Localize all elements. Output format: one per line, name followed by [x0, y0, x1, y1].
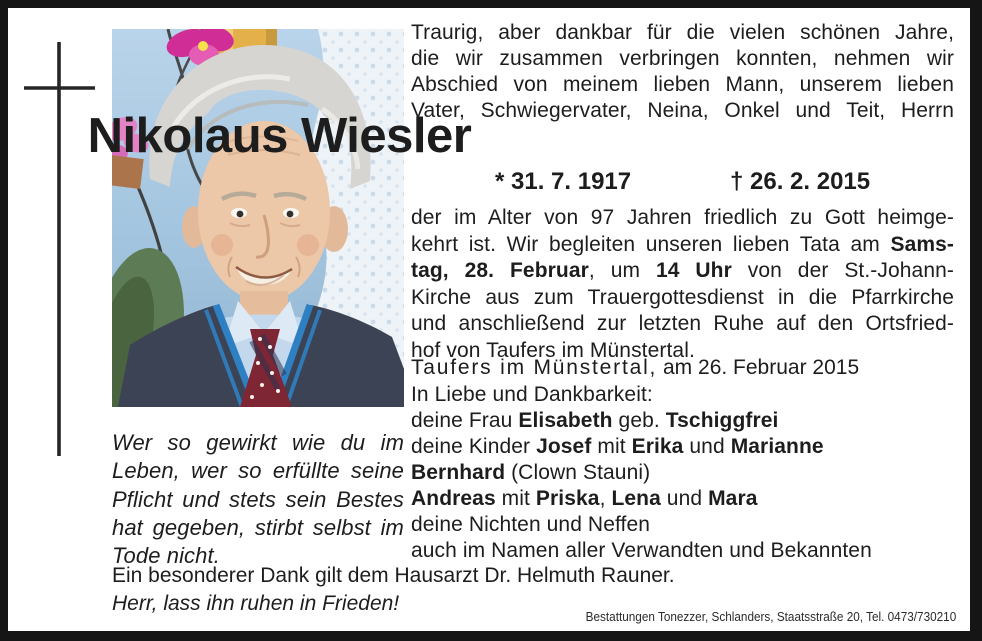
intro-line: Abschied von meinem lieben Mann, unserem lieben — [411, 73, 954, 96]
announcement-line: und anschließend zur letzten Ruhe auf den Ortsfried- — [411, 312, 954, 335]
mourner-line: deine Nichten und Neffen — [411, 513, 651, 536]
intro-line: Traurig, aber dankbar für die vielen schönen Jahre, — [411, 21, 954, 44]
portrait-photo — [112, 29, 404, 407]
intro-line: Vater, Schwiegervater, Neina, Onkel und Teit, Herrn — [411, 99, 954, 122]
mourner-text: (Clown Stauni) — [505, 461, 651, 484]
epitaph-verse — [112, 429, 404, 570]
announcement-line: der im Alter von 97 Jahren friedlich zu Gott heimge- — [411, 206, 954, 229]
dateline-date: am 26. Februar 2015 — [657, 356, 860, 379]
mourner-name: Lena — [611, 487, 661, 510]
prayer-line: Herr, lass ihn ruhen in Frieden! — [112, 592, 400, 615]
announcement-line: hof von Taufers im Münstertal. — [411, 338, 695, 362]
mourner-name: Mara — [708, 487, 758, 510]
epitaph-line: Tode nicht. — [112, 543, 220, 569]
deceased-name: Nikolaus Wiesler — [87, 109, 472, 163]
life-dates — [411, 168, 954, 198]
announcement-bold: Sams- — [890, 232, 954, 256]
birth-date: * 31. 7. 1917 — [495, 168, 632, 195]
dateline-place: Taufers im Münstertal, — [411, 356, 658, 379]
mourners-list — [411, 382, 954, 564]
announcement-bold: tag, 28. Februar — [411, 259, 589, 282]
mourner-line — [411, 486, 954, 512]
announcement-line: Kirche aus zum Trauergottesdienst in die Pfarrkirche — [411, 285, 954, 309]
mourner-text: und — [660, 487, 709, 510]
mourner-name: Tschiggfrei — [665, 409, 779, 432]
announcement-line — [411, 232, 954, 259]
announcement-text: von der St.-Johann- — [731, 259, 954, 282]
funeral-home-credit: Bestattungen Tonezzer, Schlanders, Staatsstraße 20, Tel. 0473/730210 — [585, 610, 956, 624]
mourner-text: geb. — [612, 409, 666, 432]
intro-line: die wir zusammen verbringen konnten, nehmen wir — [411, 47, 954, 70]
mourner-name: Priska — [535, 487, 600, 510]
mourner-name: Marianne — [730, 435, 824, 458]
mourner-line: auch im Namen aller Verwandten und Bekannten — [411, 539, 872, 562]
mourner-text: mit — [591, 435, 632, 458]
mourner-text: , — [599, 487, 612, 510]
mourner-name: Erika — [631, 435, 684, 458]
announcement-paragraph — [411, 205, 954, 364]
mourning-cross-icon — [24, 42, 96, 456]
mourner-line — [411, 434, 954, 460]
epitaph-line: Leben, wer so erfüllte seine — [112, 458, 404, 484]
mourner-text: deine Kinder — [411, 435, 537, 458]
epitaph-line: Pflicht und stets sein Bestes — [112, 486, 404, 512]
mourner-name: Elisabeth — [518, 409, 613, 432]
mourner-line — [411, 460, 954, 486]
announcement-line — [411, 258, 954, 285]
announcement-text: kehrt ist. Wir begleiten unseren lieben Tata am — [411, 232, 891, 256]
announcement-text: , um — [588, 259, 656, 282]
epitaph-line: hat gegeben, stirbt selbst im — [112, 514, 404, 540]
mourner-name: Andreas — [411, 487, 496, 510]
death-date: † 26. 2. 2015 — [730, 168, 871, 195]
mourner-text: und — [683, 435, 731, 458]
mourner-text: mit — [495, 487, 536, 510]
mourner-name: Bernhard — [411, 461, 506, 484]
mourner-line — [411, 408, 954, 434]
acknowledgement-line: Ein besonderer Dank gilt dem Hausarzt Dr. Helmuth Rauner. — [112, 564, 675, 587]
announcement-bold: 14 Uhr — [655, 259, 732, 282]
obituary-inner — [8, 8, 970, 631]
dateline — [411, 356, 954, 380]
epitaph-line: Wer so gewirkt wie du im — [112, 430, 404, 455]
mourners-heading: In Liebe und Dankbarkeit: — [411, 383, 653, 406]
mourner-text: deine Frau — [411, 409, 519, 432]
mourner-name: Josef — [536, 435, 592, 458]
